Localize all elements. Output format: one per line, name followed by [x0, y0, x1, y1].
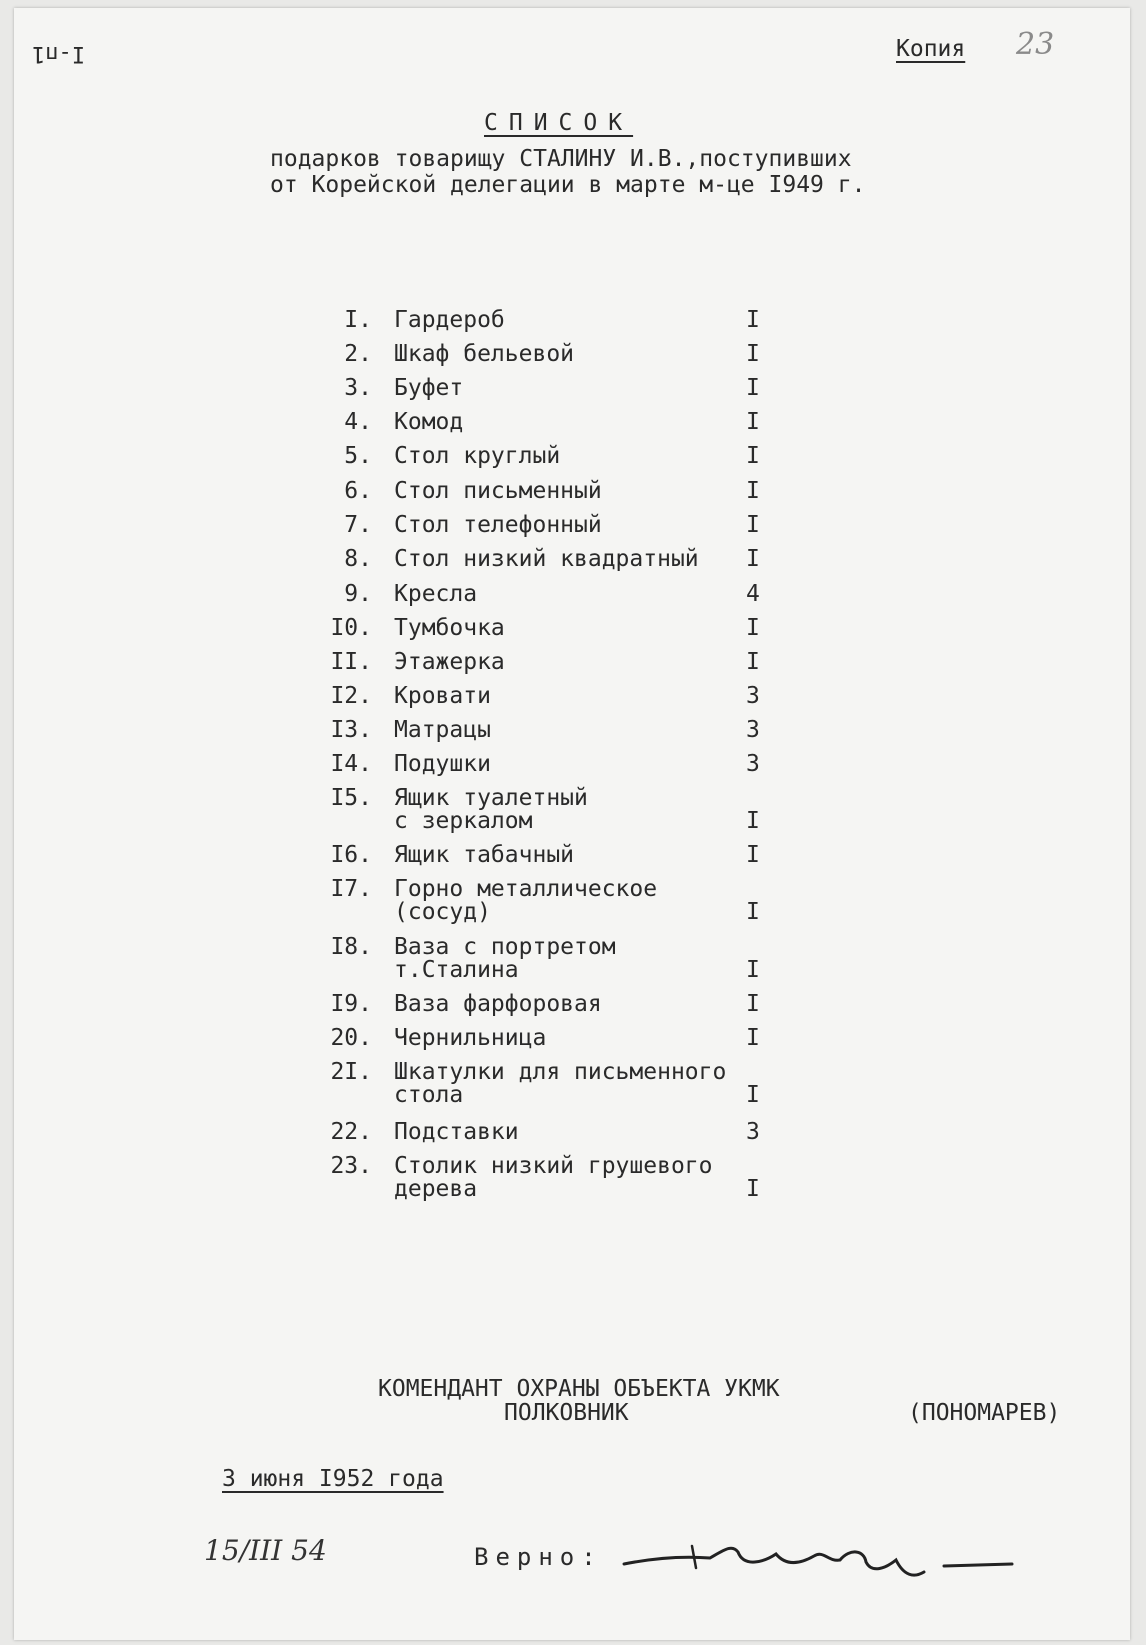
position-line-2: ПОЛКОВНИК: [504, 1400, 629, 1426]
item-name: Этажерка: [394, 649, 505, 675]
document-date: 3 июня I952 года: [222, 1466, 444, 1492]
certified-label: Верно:: [474, 1543, 603, 1571]
item-name: Кресла: [394, 581, 478, 607]
item-name: Стол круглый: [394, 443, 561, 469]
item-name-continued: стола: [394, 1082, 464, 1108]
item-quantity: I: [746, 649, 760, 675]
item-number: 9.: [344, 581, 372, 607]
item-number: I.: [344, 307, 372, 333]
item-number: 22.: [330, 1119, 372, 1145]
item-number: II.: [330, 649, 372, 675]
item-quantity: I: [746, 1025, 760, 1051]
item-quantity: I: [746, 409, 760, 435]
item-name: Тумбочка: [394, 615, 505, 641]
item-quantity: I: [746, 899, 760, 925]
title-line-1: подарков товарищу СТАЛИНУ И.В.,поступивших: [270, 146, 852, 172]
item-name: Горно металлическое: [394, 876, 658, 902]
item-number: 3.: [344, 375, 372, 401]
item-number: I6.: [330, 842, 372, 868]
item-quantity: I: [746, 341, 760, 367]
item-name: Буфет: [394, 375, 464, 401]
item-quantity: I: [746, 1176, 760, 1202]
page-number: 23: [1016, 27, 1055, 62]
item-name-continued: дерева: [394, 1176, 478, 1202]
item-name-continued: с зеркалом: [394, 808, 533, 834]
item-number: 2I.: [330, 1059, 372, 1085]
item-name: Шкаф бельевой: [394, 341, 575, 367]
item-quantity: 3: [746, 1119, 760, 1145]
item-quantity: I: [746, 375, 760, 401]
item-name-continued: (сосуд): [394, 899, 491, 925]
item-quantity: I: [746, 307, 760, 333]
item-name: Кровати: [394, 683, 491, 709]
item-quantity: 3: [746, 751, 760, 777]
item-name: Матрацы: [394, 717, 491, 743]
item-name: Ваза с портретом: [394, 934, 616, 960]
item-quantity: I: [746, 546, 760, 572]
item-number: I3.: [330, 717, 372, 743]
item-quantity: I: [746, 842, 760, 868]
item-number: I7.: [330, 876, 372, 902]
item-number: I9.: [330, 991, 372, 1017]
item-number: I2.: [330, 683, 372, 709]
item-name: Стол низкий квадратный: [394, 546, 699, 572]
document-heading: СПИСОК: [484, 110, 634, 136]
position-line-1: КОМЕНДАНТ ОХРАНЫ ОБЪЕКТА УКМК: [378, 1376, 780, 1402]
item-quantity: I: [746, 991, 760, 1017]
item-quantity: I: [746, 478, 760, 504]
item-number: 8.: [344, 546, 372, 572]
item-quantity: 3: [746, 717, 760, 743]
item-name: Ящик туалетный: [394, 785, 588, 811]
signature-mark: [614, 1528, 1024, 1588]
item-name: Чернильница: [394, 1025, 547, 1051]
item-number: 5.: [344, 443, 372, 469]
item-quantity: 4: [746, 581, 760, 607]
handwritten-date: 15/III 54: [204, 1534, 327, 1567]
item-number: 20.: [330, 1025, 372, 1051]
item-name-continued: т.Сталина: [394, 957, 519, 983]
item-number: I8.: [330, 934, 372, 960]
item-number: I4.: [330, 751, 372, 777]
copy-label: Копия: [896, 36, 966, 62]
item-name: Комод: [394, 409, 464, 435]
corner-mark: I-п1: [32, 41, 85, 66]
item-number: I0.: [330, 615, 372, 641]
item-name: Шкатулки для письменного: [394, 1059, 727, 1085]
item-name: Стол телефонный: [394, 512, 602, 538]
item-name: Подставки: [394, 1119, 519, 1145]
item-number: 23.: [330, 1153, 372, 1179]
item-quantity: I: [746, 443, 760, 469]
signatory-name: (ПОНОМАРЕВ): [908, 1400, 1061, 1426]
item-number: I5.: [330, 785, 372, 811]
item-number: 6.: [344, 478, 372, 504]
item-number: 7.: [344, 512, 372, 538]
item-name: Подушки: [394, 751, 491, 777]
document-page: [14, 8, 1130, 1640]
item-name: Ящик табачный: [394, 842, 575, 868]
title-line-2: от Корейской делегации в марте м-це I949 г.: [270, 172, 866, 198]
item-name: Стол письменный: [394, 478, 602, 504]
item-name: Ваза фарфоровая: [394, 991, 602, 1017]
item-quantity: I: [746, 957, 760, 983]
item-quantity: I: [746, 1082, 760, 1108]
item-name: Столик низкий грушевого: [394, 1153, 713, 1179]
item-number: 2.: [344, 341, 372, 367]
item-quantity: 3: [746, 683, 760, 709]
item-quantity: I: [746, 615, 760, 641]
item-name: Гардероб: [394, 307, 505, 333]
item-quantity: I: [746, 512, 760, 538]
item-number: 4.: [344, 409, 372, 435]
item-quantity: I: [746, 808, 760, 834]
